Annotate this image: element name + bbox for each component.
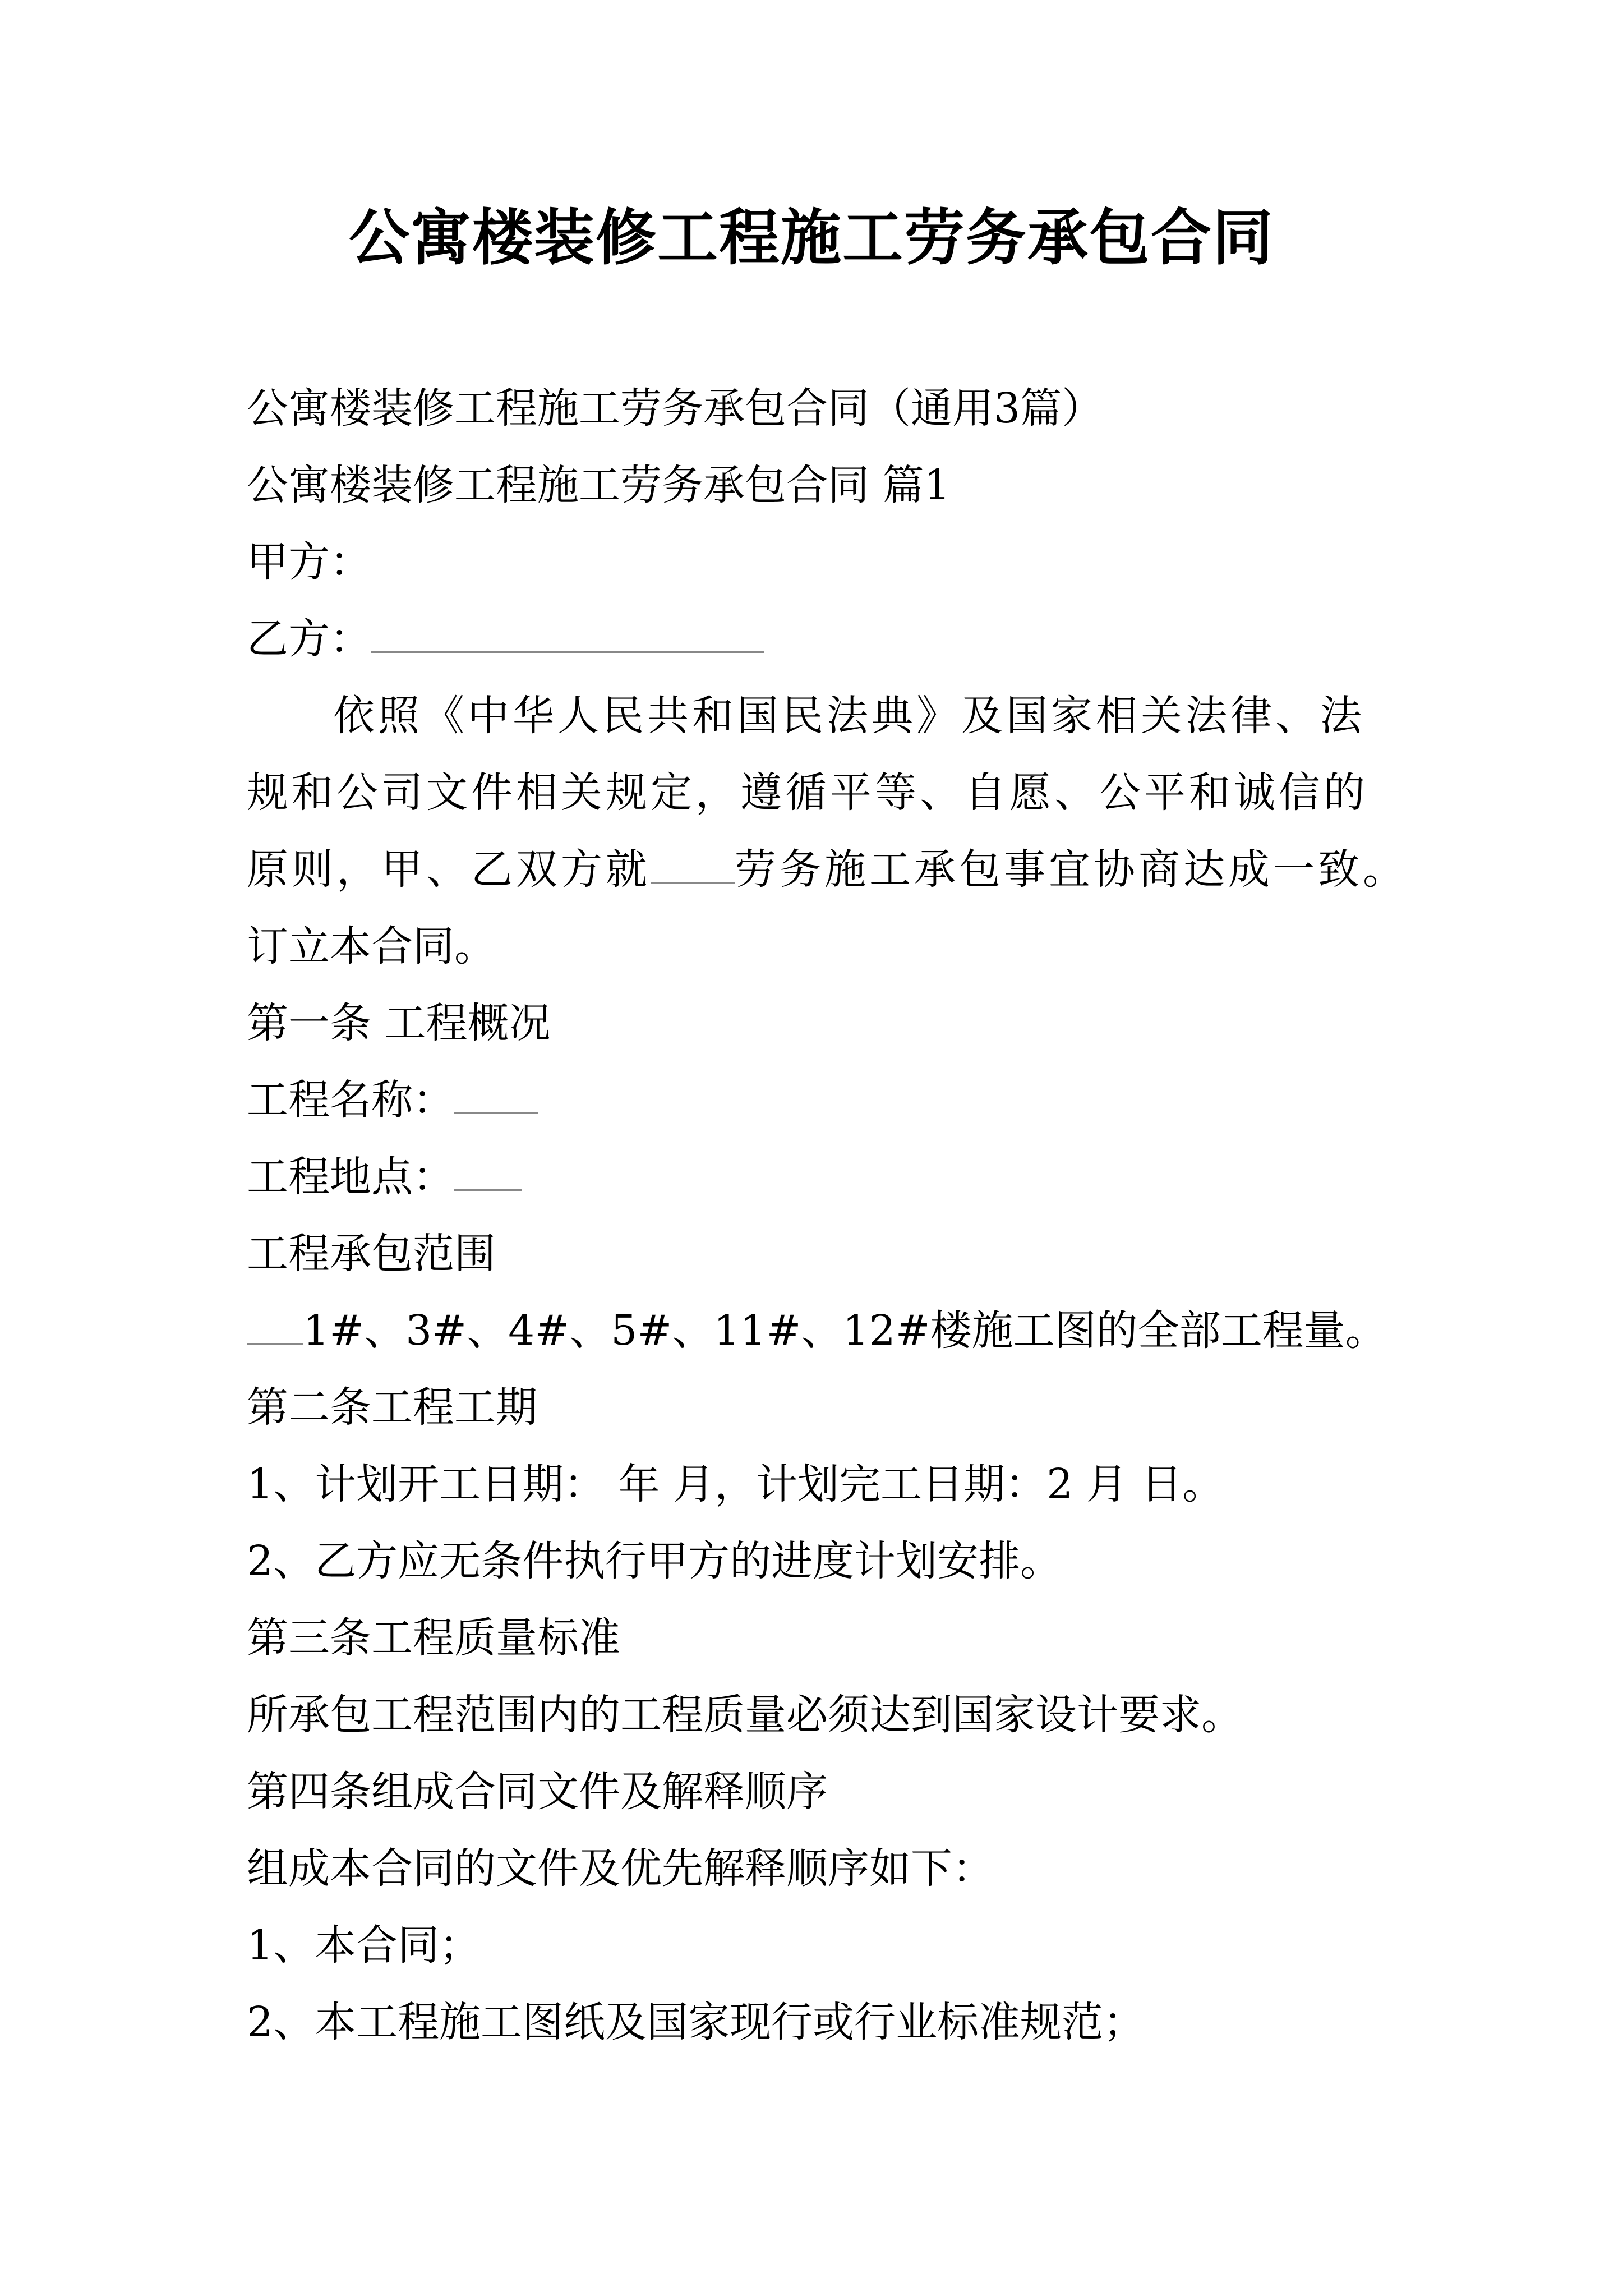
project-name-blank — [454, 1073, 538, 1114]
article-3-heading: 第三条工程质量标准 — [247, 1614, 620, 1662]
project-location-blank — [454, 1150, 522, 1191]
project-location-line — [247, 1139, 1408, 1216]
party-b-blank — [371, 612, 764, 653]
intro-text-end: 劳务施工承包事宜协商达成一致。 — [735, 845, 1408, 894]
subtitle: 公寓楼装修工程施工劳务承包合同（通用3篇） — [247, 384, 1104, 432]
docs-intro: 组成本合同的文件及优先解释顺序如下： — [247, 1844, 994, 1893]
conclude-line: 订立本合同。 — [247, 922, 496, 970]
schedule-item-1: 1、计划开工日期： 年 月，计划完工日期：2 月 日。 — [247, 1460, 1224, 1508]
party-a-label: 甲方： — [247, 538, 371, 586]
article-2-heading: 第二条工程工期 — [247, 1383, 537, 1432]
project-location-label: 工程地点： — [247, 1153, 454, 1201]
scope-heading: 工程承包范围 — [247, 1230, 496, 1278]
project-name-line — [247, 1062, 1408, 1139]
party-b-label: 乙方： — [247, 615, 371, 663]
article-4-heading: 第四条组成合同文件及解释顺序 — [247, 1768, 828, 1816]
document-body — [247, 370, 1408, 2061]
scope-blank — [247, 1304, 303, 1345]
docs-item-2: 2、本工程施工图纸及国家现行或行业标准规范； — [247, 1998, 1145, 2046]
scope-line — [247, 1292, 1408, 1369]
schedule-item-2: 2、乙方应无条件执行甲方的进度计划安排。 — [247, 1537, 1062, 1585]
intro-paragraph — [247, 678, 1408, 908]
scope-text: 1#、3#、4#、5#、11#、12#楼施工图的全部工程量。 — [303, 1306, 1387, 1355]
intro-blank — [651, 843, 735, 884]
article-1-heading: 第一条 工程概况 — [247, 999, 551, 1047]
project-name-label: 工程名称： — [247, 1076, 454, 1124]
docs-item-1: 1、本合同； — [247, 1921, 481, 1970]
party-a-line — [247, 524, 1408, 601]
intro-text: 依照《中华人民共和国民法典》及国家相关法律、法规和公司文件相关规定，遵循平等、自愿、公平和诚信的原则，甲、乙双方就 — [247, 692, 1368, 894]
party-b-line — [247, 601, 1408, 678]
part-heading: 公寓楼装修工程施工劳务承包合同 篇1 — [247, 461, 951, 509]
quality-text: 所承包工程范围内的工程质量必须达到国家设计要求。 — [247, 1691, 1243, 1739]
document-title: 公寓楼装修工程施工劳务承包合同 — [348, 203, 1274, 273]
